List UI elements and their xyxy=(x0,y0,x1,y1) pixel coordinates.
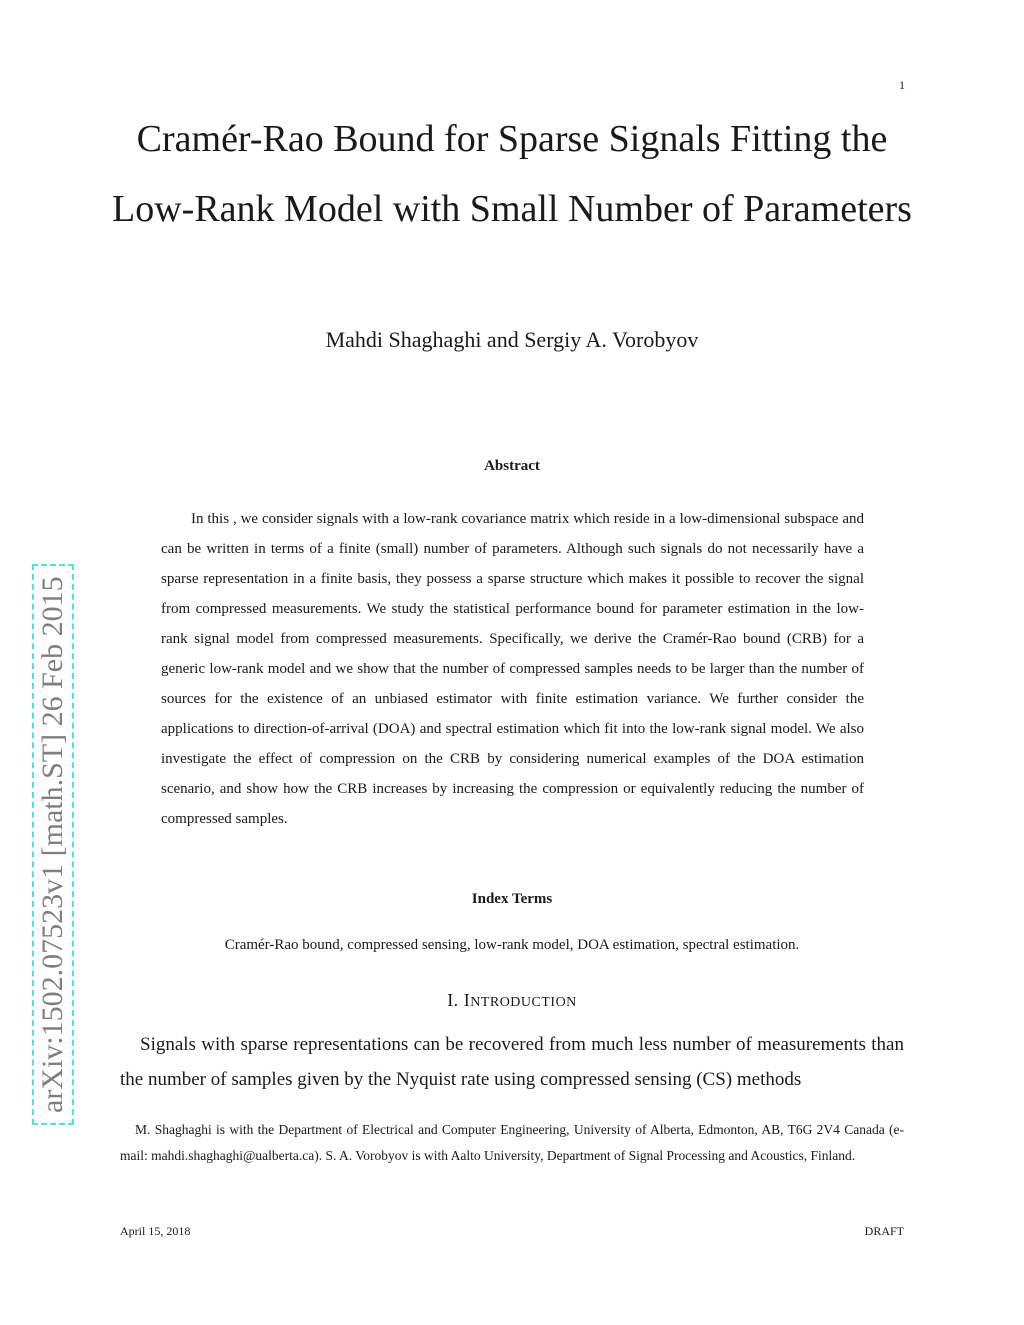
paper-title: Cramér-Rao Bound for Sparse Signals Fitting the Low-Rank Model with Small Number of Parameters xyxy=(112,118,912,230)
introduction-heading xyxy=(110,990,914,1011)
footer-date: April 15, 2018 xyxy=(120,1224,191,1238)
index-terms-heading: Index Terms xyxy=(471,891,553,907)
author-footnote: M. Shaghaghi is with the Department of Electrical and Computer Engineering, University of Alberta, Edmonton, AB, T6G 2V4 Canada (e-mail: mahdi.shaghaghi@ualberta.ca). S. A. Vorobyov is with Aalto University, Department of Signal Processing and Acoustics, Finland. xyxy=(120,1122,904,1163)
abstract-heading: Abstract xyxy=(484,458,540,474)
index-terms-text: Cramér-Rao bound, compressed sensing, low-rank model, DOA estimation, spectral estimation. xyxy=(224,937,800,953)
introduction-text: Signals with sparse representations can be recovered from much less number of measurements than the number of samples given by the Nyquist rate using compressed sensing (CS) methods xyxy=(120,1034,904,1090)
abstract-text: In this , we consider signals with a low-rank covariance matrix which reside in a low-dimensional subspace and can be written in terms of a finite (small) number of parameters. Although such signals do not necessarily have a sparse representation in a finite basis, they possess a sparse structure which makes it possible to recover the signal from compressed measurements. We study the statistical performance bound for parameter estimation in the low-rank signal model from compressed measurements. Specifically, we derive the Cramér-Rao bound (CRB) for a generic low-rank model and we show that the number of compressed samples needs to be larger than the number of sources for the existence of an unbiased estimator with finite estimation variance. We further consider the applications to direction-of-arrival (DOA) and spectral estimation which fit into the low-rank signal model. We also investigate the effect of compression on the CRB by considering numerical examples of the DOA estimation scenario, and show how the CRB increases by increasing the compression or equivalently reducing the number of compressed samples. xyxy=(161,511,864,827)
section-title-rest: NTRODUCTION xyxy=(470,995,577,1010)
section-numeral: I. xyxy=(447,990,459,1010)
arxiv-stamp-text: arXiv:1502.07523v1 [math.ST] 26 Feb 2015 xyxy=(32,564,74,1125)
authors: Mahdi Shaghaghi and Sergiy A. Vorobyov xyxy=(325,327,699,352)
section-title-initial: I xyxy=(463,990,471,1010)
footer-draft-label: DRAFT xyxy=(864,1224,904,1238)
page-number: 1 xyxy=(899,78,905,92)
